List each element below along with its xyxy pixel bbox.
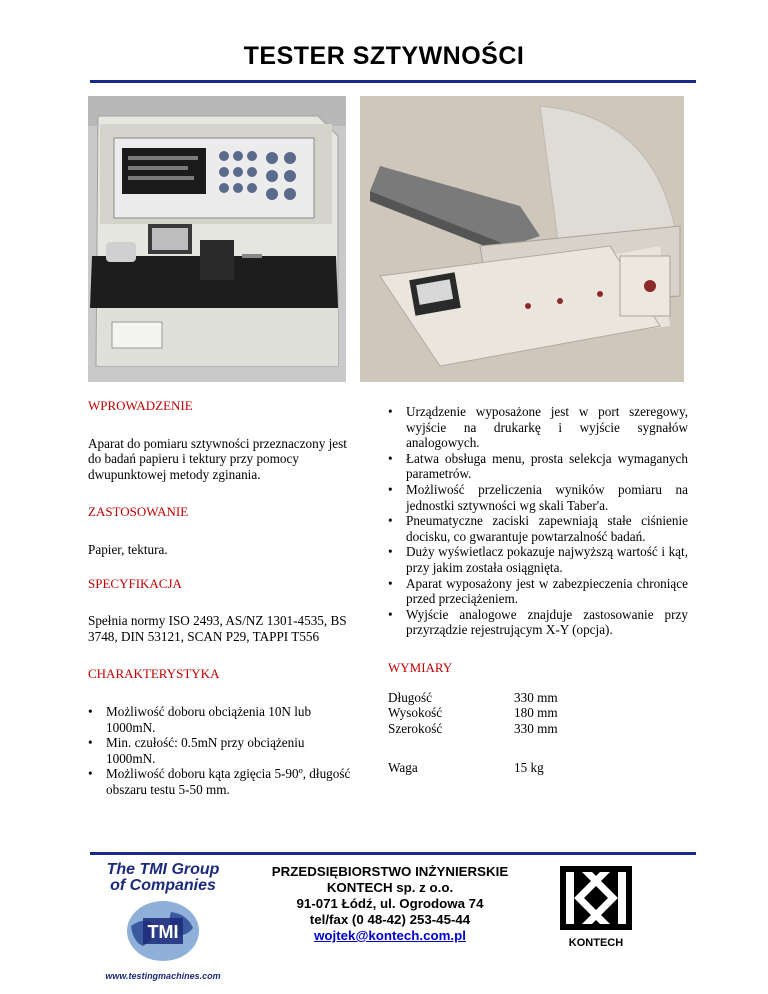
- table-row: [388, 690, 688, 706]
- characteristics-list: [88, 704, 352, 798]
- tmi-group-logo: [88, 861, 238, 981]
- specification-heading: SPECYFIKACJA: [88, 575, 182, 591]
- dimension-value: 180 mm: [514, 705, 558, 721]
- photo-analog-tester: [360, 96, 684, 382]
- table-row: [388, 705, 688, 721]
- list-item: • Łatwa obsługa menu, prosta selekcja wymaganych parametrów.: [388, 451, 688, 482]
- tmi-title-line1: The TMI Group: [106, 861, 220, 878]
- bottom-divider: [90, 852, 696, 855]
- application-text: Papier, tektura.: [88, 541, 168, 557]
- company-contact: [240, 864, 540, 944]
- company-type: PRZEDSIĘBIORSTWO INŻYNIERSKIE: [271, 864, 509, 879]
- dimension-value: 330 mm: [514, 689, 558, 705]
- weight-label: Waga: [388, 760, 418, 776]
- dimension-label: Długość: [388, 689, 432, 705]
- email-link[interactable]: wojtek@kontech.com.pl: [314, 928, 466, 943]
- application-heading: ZASTOSOWANIE: [88, 504, 189, 520]
- tmi-url: www.testingmachines.com: [105, 971, 221, 981]
- dimension-label: Wysokość: [388, 705, 443, 721]
- list-item: • Aparat wyposażony jest w zabezpieczenia chroniące przed przeciążeniem.: [388, 576, 688, 607]
- list-item: • Możliwość doboru obciążenia 10N lub 1000mN.: [88, 704, 352, 735]
- specification-text: Spełnia normy ISO 2493, AS/NZ 1301-4535, BS 3748, DIN 53121, SCAN P29, TAPPI T556: [88, 613, 347, 644]
- company-address: 91-071 Łódź, ul. Ogrodowa 74: [296, 896, 484, 911]
- page-title: TESTER SZTYWNOŚCI: [243, 42, 525, 70]
- list-item: • Wyjście analogowe znajduje zastosowanie przy przyrządzie rejestrującym X-Y (opcja).: [388, 607, 688, 638]
- list-item: • Urządzenie wyposażone jest w port szeregowy, wyjście na drukarkę i wyjście sygnałów analogowych.: [388, 404, 688, 451]
- company-phone: tel/fax (0 48-42) 253-45-44: [309, 912, 471, 927]
- dimensions-heading: WYMIARY: [388, 659, 453, 675]
- kontech-logo-text: KONTECH: [568, 937, 624, 949]
- weight-value: 15 kg: [514, 760, 544, 776]
- kontech-logo-icon: [560, 866, 632, 930]
- list-item: • Duży wyświetlacz pokazuje najwyższą wartość i kąt, przy jakim została osiągnięta.: [388, 544, 688, 575]
- svg-text:TMI: TMI: [147, 922, 179, 942]
- kontech-logo: [560, 866, 632, 949]
- list-item: • Pneumatyczne zaciski zapewniają stałe ciśnienie docisku, co gwarantuje powtarzalność badań.: [388, 513, 688, 544]
- top-divider: [90, 80, 696, 83]
- intro-text: Aparat do pomiaru sztywności przeznaczony jest do badań papieru i tektury przy pomocy dwupunktowej metody zginania.: [88, 435, 347, 482]
- left-column: [88, 398, 352, 798]
- photo-digital-tester: [88, 96, 346, 382]
- company-name: KONTECH sp. z o.o.: [326, 880, 454, 895]
- dimension-label: Szerokość: [388, 720, 443, 736]
- list-item: • Możliwość przeliczenia wyników pomiaru na jednostki sztywności wg skali Taber'a.: [388, 482, 688, 513]
- list-item: • Możliwość doboru kąta zgięcia 5-90º, długość obszaru testu 5-50 mm.: [88, 766, 352, 797]
- right-column: [388, 404, 688, 776]
- globe-icon: [123, 898, 203, 964]
- table-row: [388, 760, 688, 776]
- table-row: [388, 721, 688, 737]
- characteristics-heading: CHARAKTERYSTYKA: [88, 666, 220, 682]
- dimensions-table: [388, 690, 688, 776]
- tmi-title-line2: of Companies: [110, 877, 216, 894]
- dimension-value: 330 mm: [514, 720, 558, 736]
- list-item: • Min. czułość: 0.5mN przy obciążeniu 1000mN.: [88, 735, 352, 766]
- features-list: [388, 404, 688, 638]
- intro-heading: WPROWADZENIE: [88, 398, 193, 413]
